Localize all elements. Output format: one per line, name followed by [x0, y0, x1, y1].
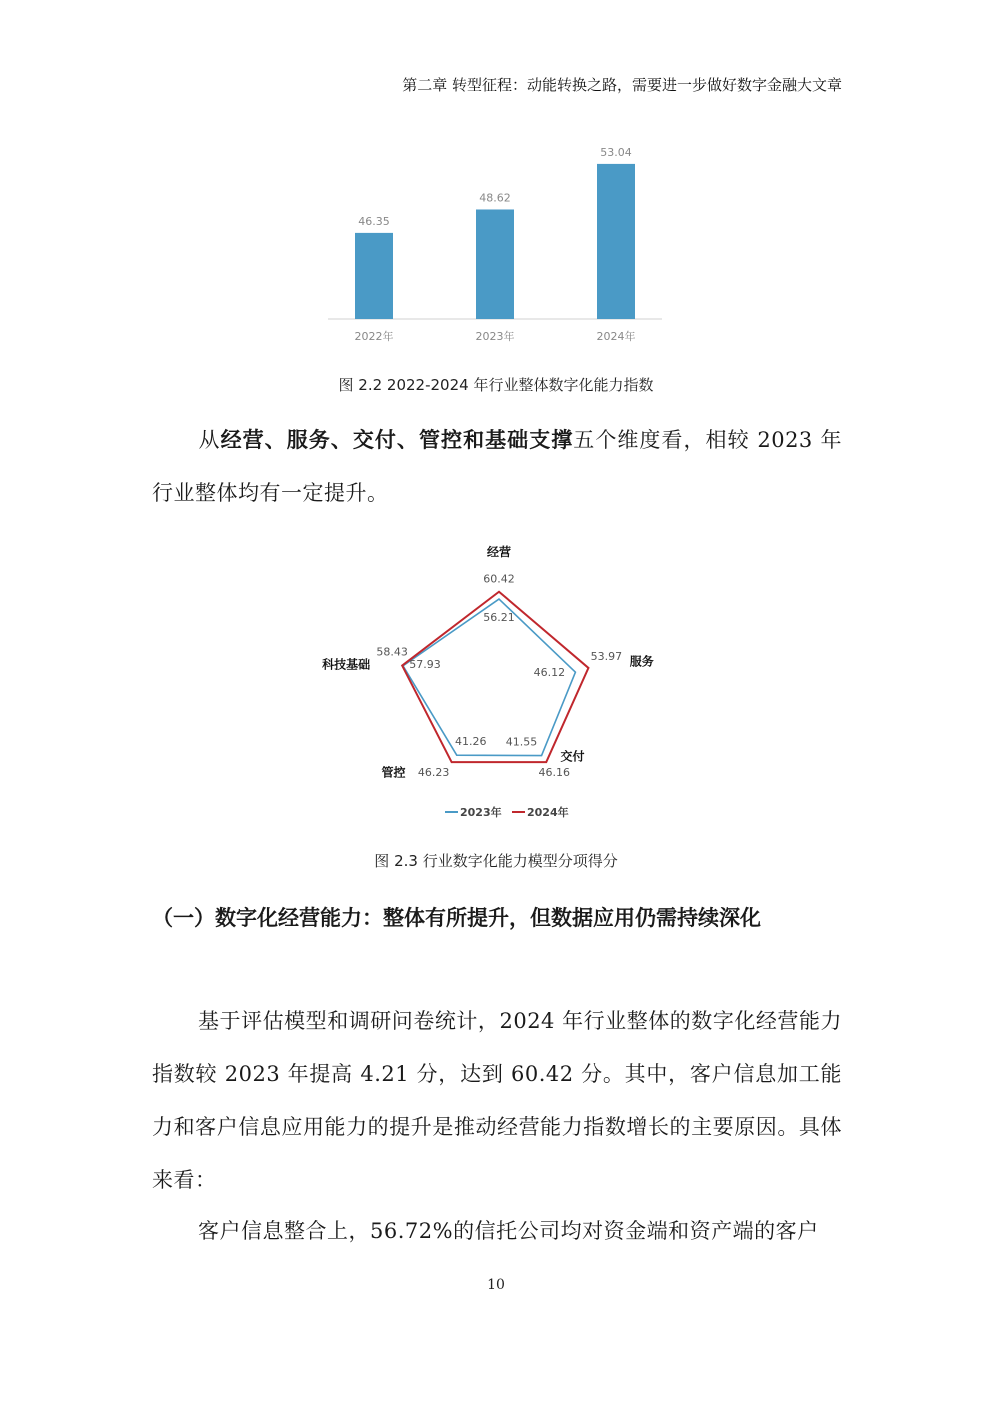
figure-caption-2-3: 图 2.3 行业数字化能力模型分项得分 — [374, 852, 618, 870]
x-tick-label: 2024年 — [596, 330, 636, 343]
radar-axis-label: 科技基础 — [322, 657, 371, 672]
bar — [597, 164, 635, 319]
radar-value-label: 46.23 — [417, 766, 450, 780]
legend-label: 2024年 — [527, 806, 569, 819]
page-header: 第二章 转型征程：动能转换之路，需要进一步做好数字金融大文章 — [402, 76, 842, 94]
paragraph-suffix: 五个维度看，相较 2023 年行业整体均有一定提升。 — [152, 428, 843, 505]
radar-value-label: 60.42 — [483, 572, 515, 586]
paragraph-operations-text: 基于评估模型和调研问卷统计，2024 年行业整体的数字化经营能力指数较 2023 年提高 4.21 分，达到 60.42 分。其中，客户信息加工能力和客户信息应用能力的提升是推动经营能力指数增长的主要原因。具体来看： — [152, 1009, 842, 1192]
bar-value-label: 48.62 — [479, 191, 511, 205]
radar-axis-label: 管控 — [381, 765, 406, 780]
radar-value-label: 56.21 — [483, 611, 515, 625]
radar-axis-label: 经营 — [486, 545, 512, 559]
paragraph-prefix: 从 — [198, 428, 221, 452]
bar-value-label: 53.04 — [600, 145, 632, 159]
paragraph-customer-info-text: 客户信息整合上，56.72%的信托公司均对资金端和资产端的客户 — [198, 1219, 819, 1243]
radar-value-label: 58.43 — [376, 645, 408, 659]
x-tick-label: 2022年 — [354, 330, 394, 343]
radar-axis-label: 服务 — [629, 654, 654, 669]
x-tick-label: 2023年 — [475, 330, 515, 343]
bar — [355, 233, 393, 319]
radar-value-label: 57.93 — [409, 657, 441, 671]
page-number: 10 — [487, 1277, 505, 1293]
radar-value-label: 46.16 — [538, 766, 571, 780]
legend-label: 2023年 — [460, 806, 502, 819]
bar — [476, 209, 514, 319]
paragraph-dimensions — [152, 413, 842, 520]
radar-value-label: 53.97 — [590, 649, 623, 663]
paragraph-customer-info — [152, 1205, 842, 1258]
radar-chart — [310, 545, 680, 830]
bar-chart — [320, 130, 670, 355]
figure-caption-2-2: 图 2.2 2022-2024 年行业整体数字化能力指数 — [338, 376, 654, 394]
radar-value-label: 41.55 — [505, 735, 538, 749]
bar-value-label: 46.35 — [358, 214, 390, 228]
paragraph-bold-dimensions: 经营、服务、交付、管控和基础支撑 — [220, 427, 574, 452]
paragraph-operations — [152, 995, 842, 1207]
radar-value-label: 41.26 — [454, 735, 487, 749]
radar-value-label: 46.12 — [533, 666, 566, 680]
section-heading: （一）数字化经营能力：整体有所提升，但数据应用仍需持续深化 — [152, 906, 761, 930]
radar-axis-label: 交付 — [560, 749, 585, 764]
